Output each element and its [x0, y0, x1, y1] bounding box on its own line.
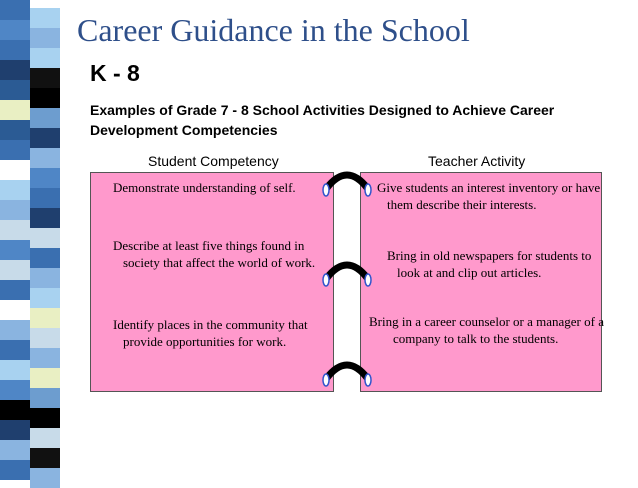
stripe-block [30, 248, 60, 268]
stripe-block [0, 380, 30, 400]
stripe-block [0, 120, 30, 140]
student-competency-item: Identify places in the community that provide opportunities for work. [113, 317, 308, 349]
stripe-block [0, 0, 30, 20]
stripe-block [30, 288, 60, 308]
stripe-block [0, 320, 30, 340]
student-competency-header: Student Competency [148, 153, 279, 169]
teacher-activity-item: Give students an interest inventory or have them describe their interests. [377, 180, 601, 212]
stripe-block [0, 300, 30, 320]
stripe-block [30, 168, 60, 188]
stripe-block [30, 128, 60, 148]
stripe-block [30, 328, 60, 348]
stripe-block [0, 260, 30, 280]
stripe-block [30, 188, 60, 208]
student-competency-item: Demonstrate understanding of self. [113, 180, 296, 195]
stripe-block [30, 108, 60, 128]
stripe-block [0, 160, 30, 180]
stripe-block [0, 20, 30, 40]
student-competency-item: Describe at least five things found in society that affect the world of work. [113, 238, 316, 270]
stripe-block [30, 308, 60, 328]
stripe-block [0, 440, 30, 460]
stripe-block [30, 428, 60, 448]
stripe-block [30, 368, 60, 388]
stripe-block [0, 100, 30, 120]
stripe-block [0, 80, 30, 100]
stripe-block [30, 148, 60, 168]
stripe-block [30, 8, 60, 28]
teacher-activity-panel [360, 172, 602, 392]
stripe-block [30, 68, 60, 88]
stripe-block [30, 208, 60, 228]
grade-level: K - 8 [90, 60, 140, 86]
stripe-block [0, 280, 30, 300]
stripe-block [0, 400, 30, 420]
stripe-block [30, 228, 60, 248]
stripe-block [30, 88, 60, 108]
decorative-stripe [0, 0, 68, 479]
student-competency-panel [90, 172, 334, 392]
page-title: Career Guidance in the School [77, 12, 470, 48]
stripe-block [0, 460, 30, 480]
subtitle: Examples of Grade 7 - 8 School Activities Designed to Achieve Career Development Competencies [90, 102, 555, 138]
teacher-activity-item: Bring in a career counselor or a manager of a company to talk to the students. [369, 314, 604, 346]
stripe-block [0, 200, 30, 220]
stripe-block [30, 28, 60, 48]
stripe-block [30, 348, 60, 368]
stripe-block [30, 388, 60, 408]
stripe-block [0, 180, 30, 200]
stripe-block [0, 60, 30, 80]
stripe-block [30, 468, 60, 488]
stripe-block [0, 340, 30, 360]
stripe-block [0, 40, 30, 60]
stripe-block [30, 448, 60, 468]
stripe-block [0, 140, 30, 160]
stripe-block [30, 408, 60, 428]
teacher-activity-item: Bring in old newspapers for students to look at and clip out articles. [387, 248, 592, 280]
teacher-activity-header: Teacher Activity [428, 153, 526, 169]
stripe-block [0, 360, 30, 380]
stripe-block [30, 268, 60, 288]
stripe-block [0, 220, 30, 240]
stripe-block [30, 48, 60, 68]
stripe-block [0, 240, 30, 260]
stripe-block [0, 420, 30, 440]
